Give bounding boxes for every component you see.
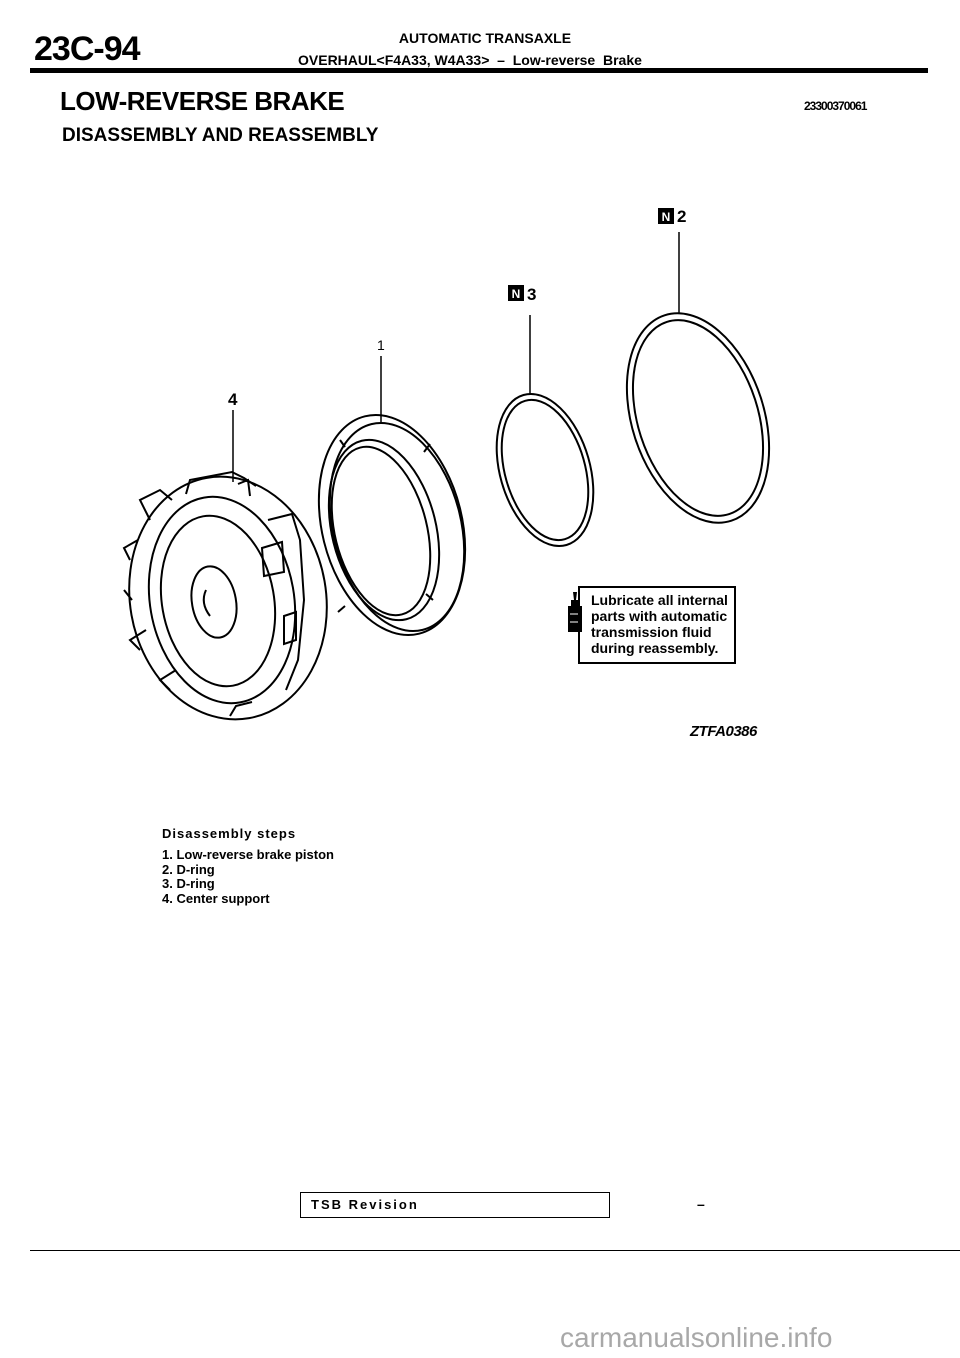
new-part-badge-2 xyxy=(658,208,674,224)
steps-heading: Disassembly steps xyxy=(162,826,297,841)
new-part-badge-3 xyxy=(508,285,524,301)
footer-dash: – xyxy=(697,1196,705,1212)
lubricate-note-line: parts with automatic xyxy=(591,608,728,624)
leader-lines xyxy=(233,232,679,482)
svg-text:N: N xyxy=(661,210,671,224)
callout-1: 1 xyxy=(377,337,385,353)
list-item: 1. Low-reverse brake piston xyxy=(162,847,334,862)
steps-list xyxy=(162,848,334,906)
lubricate-note-line: during reassembly. xyxy=(591,640,719,656)
brake-piston xyxy=(297,399,487,650)
tsb-revision-box: TSB Revision xyxy=(300,1192,610,1218)
center-support xyxy=(110,461,345,735)
list-item: 2. D-ring xyxy=(162,861,215,877)
document-code: 23300370061 xyxy=(804,99,867,113)
callout-2: 2 xyxy=(677,207,687,226)
page-subtitle: DISASSEMBLY AND REASSEMBLY xyxy=(62,125,379,146)
footer-rule xyxy=(30,1250,960,1251)
lubricate-note xyxy=(591,592,741,656)
watermark: carmanualsonline.info xyxy=(560,1322,833,1353)
d-ring-large xyxy=(602,295,794,541)
section-title: AUTOMATIC TRANSAXLE xyxy=(398,30,572,46)
d-ring-small xyxy=(480,383,610,558)
svg-text:N: N xyxy=(511,287,521,301)
page-number: 23C-94 xyxy=(34,30,140,68)
lubricate-note-line: transmission fluid xyxy=(591,624,712,640)
page-title: LOW-REVERSE BRAKE xyxy=(60,86,345,116)
list-item: 4. Center support xyxy=(162,890,270,906)
lubricate-note-line: Lubricate all internal xyxy=(591,592,728,608)
callout-3: 3 xyxy=(527,285,537,304)
callout-4: 4 xyxy=(228,390,238,409)
subsection-title: OVERHAUL<F4A33, W4A33> – Low-reverse Brake xyxy=(298,52,642,68)
list-item: 3. D-ring xyxy=(162,876,215,891)
figure-code: ZTFA0386 xyxy=(690,723,757,740)
